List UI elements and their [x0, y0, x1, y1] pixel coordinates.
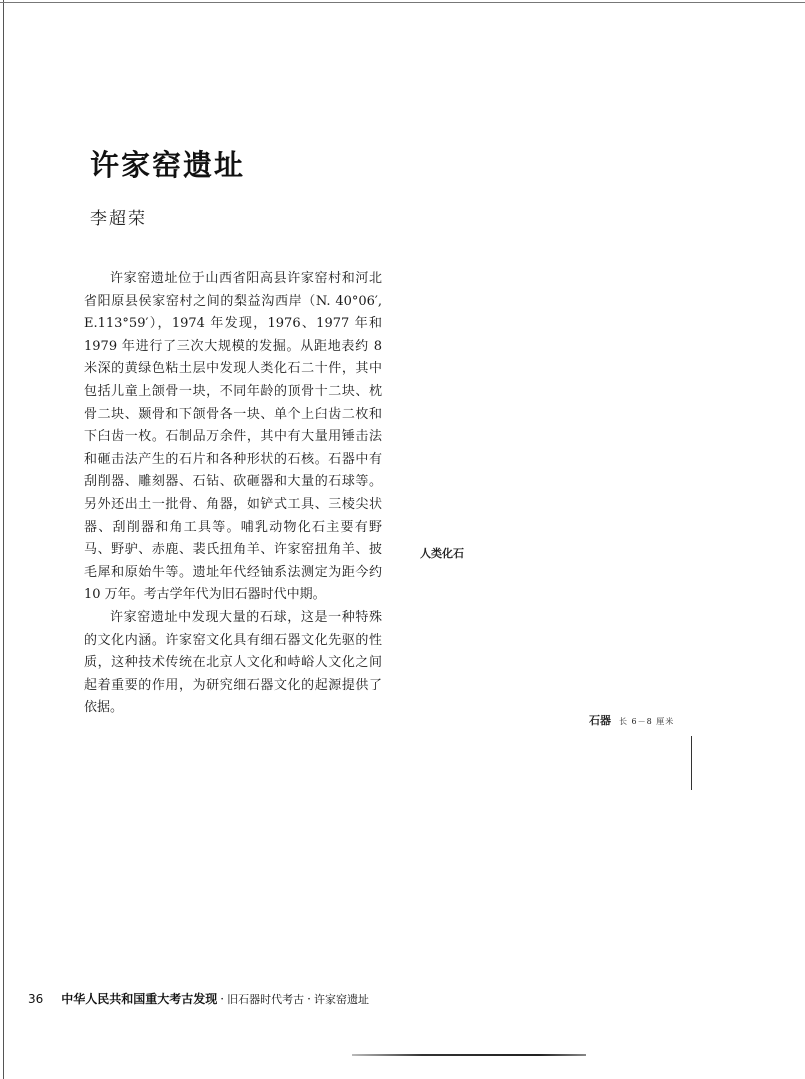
- section-title: 旧石器时代考古: [227, 993, 305, 1006]
- margin-rule: [691, 736, 692, 790]
- article-title: 许家窑遗址: [90, 148, 246, 182]
- page-edge-top: [0, 2, 805, 3]
- footer-separator: ·: [307, 992, 311, 1006]
- figure-caption-stone-tools: [589, 712, 674, 728]
- stone-tool-caption-label: 石器: [589, 714, 611, 727]
- running-article-title: 许家窑遗址: [313, 993, 369, 1006]
- page-number: 36: [28, 992, 44, 1006]
- article-author: 李超荣: [90, 209, 147, 229]
- page-footer: [28, 990, 369, 1007]
- stone-tool-size-note: 长 6－8 厘米: [619, 717, 675, 726]
- series-title: 中华人民共和国重大考古发现: [61, 992, 218, 1006]
- bottom-scan-rule: [352, 1054, 586, 1056]
- footer-separator: ·: [220, 992, 225, 1006]
- figure-caption-human-fossil: 人类化石: [420, 547, 464, 560]
- body-paragraph-1: 许家窑遗址位于山西省阳高县许家窑村和河北省阳原县侯家窑村之间的梨益沟西岸（N. 40°06′, E.113°59′），1974 年发现，1976、1977 年和 1979 年进行了三次大规模的发掘。从距地表约 8 米深的黄绿色粘土层中发现人类化石二十件，其中包括儿童上颌骨一块，不同年龄的顶骨十二块、枕骨二块、颞骨和下颌骨各一块、单个上臼齿二枚和下臼齿一枚。石制品万余件，其中有大量用锤击法和砸击法产生的石片和各种形状的石核。石器中有刮削器、雕刻器、石钻、砍砸器和大量的石球等。另外还出土一批骨、角器，如铲式工具、三棱尖状器、刮削器和角工具等。哺乳动物化石主要有野马、野驴、赤鹿、裴氏扭角羊、许家窑扭角羊、披毛犀和原始牛等。遗址年代经铀系法测定为距今约 10 万年。考古学年代为旧石器时代中期。: [84, 271, 382, 603]
- article-body: [84, 268, 382, 720]
- page-edge-left: [3, 0, 4, 1079]
- body-paragraph-2: 许家窑遗址中发现大量的石球，这是一种特殊的文化内涵。许家窑文化具有细石器文化先驱的性质，这种技术传统在北京人文化和峙峪人文化之间起着重要的作用，为研究细石器文化的起源提供了依据。: [84, 609, 382, 716]
